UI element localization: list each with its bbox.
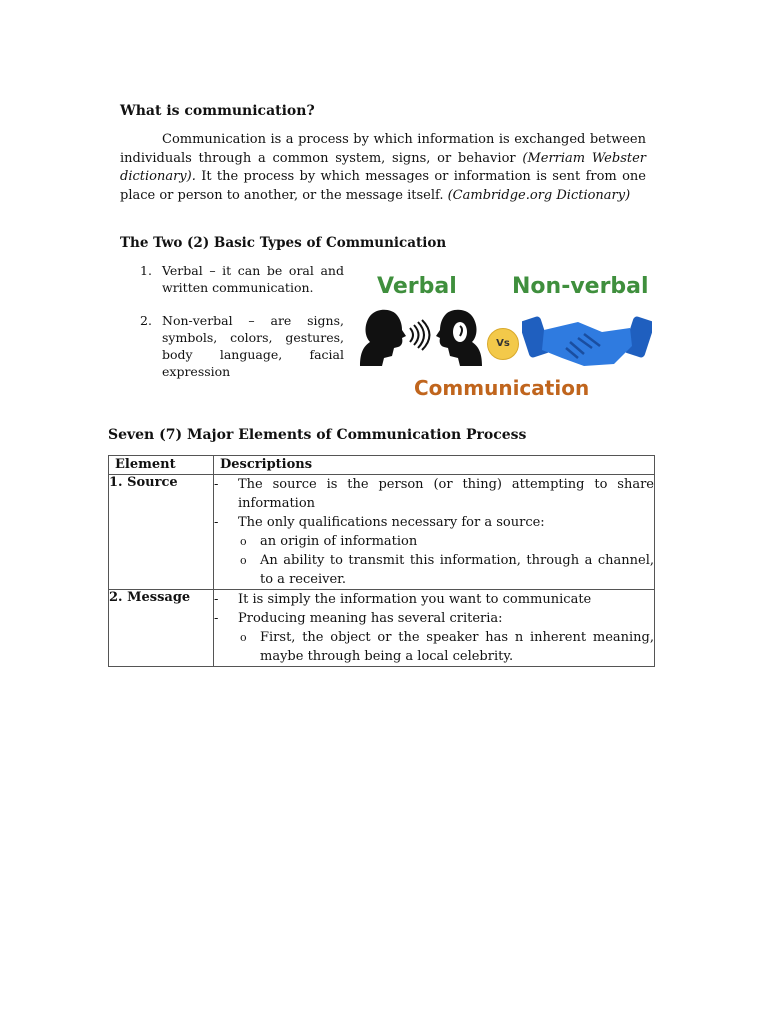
sub-bullet-text: An ability to transmit this information, through a channel, to a receiver.: [260, 553, 654, 587]
sub-bullet-line: [214, 628, 654, 666]
description-line: [214, 475, 654, 513]
list-number: 2.: [140, 313, 152, 328]
sub-bullet-line: [214, 551, 654, 589]
description-text: Producing meaning has several criteria:: [238, 611, 503, 626]
graphic-communication-label: Communication: [414, 376, 590, 400]
column-header-element: Element: [109, 456, 214, 475]
bullet-marker: o: [240, 535, 247, 548]
sub-bullet-text: First, the object or the speaker has n inherent meaning, maybe through being a local celebrity.: [260, 630, 654, 664]
description-line: [214, 609, 654, 628]
element-name: 2. Message: [109, 590, 214, 667]
sub-bullet-text: an origin of information: [260, 534, 418, 549]
graphic-verbal-label: Verbal: [377, 274, 457, 299]
section-heading-types: The Two (2) Basic Types of Communication: [120, 235, 447, 251]
description-text: The only qualifications necessary for a source:: [238, 515, 545, 530]
column-header-descriptions: Descriptions: [214, 456, 655, 475]
description-text: It is simply the information you want to communicate: [238, 592, 592, 607]
table-row: [109, 590, 655, 667]
description-line: [214, 513, 654, 532]
verbal-vs-nonverbal-graphic: [350, 268, 662, 408]
speaking-heads-icon: [356, 306, 486, 368]
bullet-marker: o: [240, 554, 247, 567]
description-text: The source is the person (or thing) attempting to share information: [238, 477, 654, 511]
element-description: [214, 590, 655, 667]
list-number: 1.: [140, 263, 152, 278]
bullet-marker: o: [240, 631, 247, 644]
element-name: 1. Source: [109, 475, 214, 590]
definition-text-1: Communication is a process by which information is exchanged between individuals through a common system, signs, or behavior: [120, 132, 646, 166]
handshake-icon: [522, 312, 652, 368]
list-text: Verbal – it can be oral and written communication.: [162, 263, 344, 295]
citation-cambridge: (Cambridge.org Dictionary): [447, 187, 631, 203]
vs-badge: Vs: [487, 328, 519, 360]
dash-marker: -: [214, 592, 219, 607]
element-description: [214, 475, 655, 590]
dash-marker: -: [214, 477, 219, 492]
citation-merriam: (Merriam Webster dictionary).: [120, 150, 646, 184]
elements-table: [108, 455, 655, 667]
types-list: [140, 262, 344, 396]
section-heading-communication: What is communication?: [120, 103, 315, 119]
table-header-row: [109, 456, 655, 475]
section-heading-elements: Seven (7) Major Elements of Communication Process: [108, 427, 527, 443]
sub-bullet-line: [214, 532, 654, 551]
list-text: Non-verbal – are signs, symbols, colors, gestures, body language, facial expression: [162, 313, 344, 379]
description-line: [214, 590, 654, 609]
definition-paragraph: [120, 131, 646, 205]
dash-marker: -: [214, 611, 219, 626]
graphic-nonverbal-label: Non-verbal: [512, 274, 649, 299]
dash-marker: -: [214, 515, 219, 530]
list-item: [140, 312, 344, 380]
list-item: [140, 262, 344, 296]
table-row: [109, 475, 655, 590]
definition-text-2: It the process by which messages or information is sent from one place or person to another, or the message itself.: [120, 169, 646, 203]
